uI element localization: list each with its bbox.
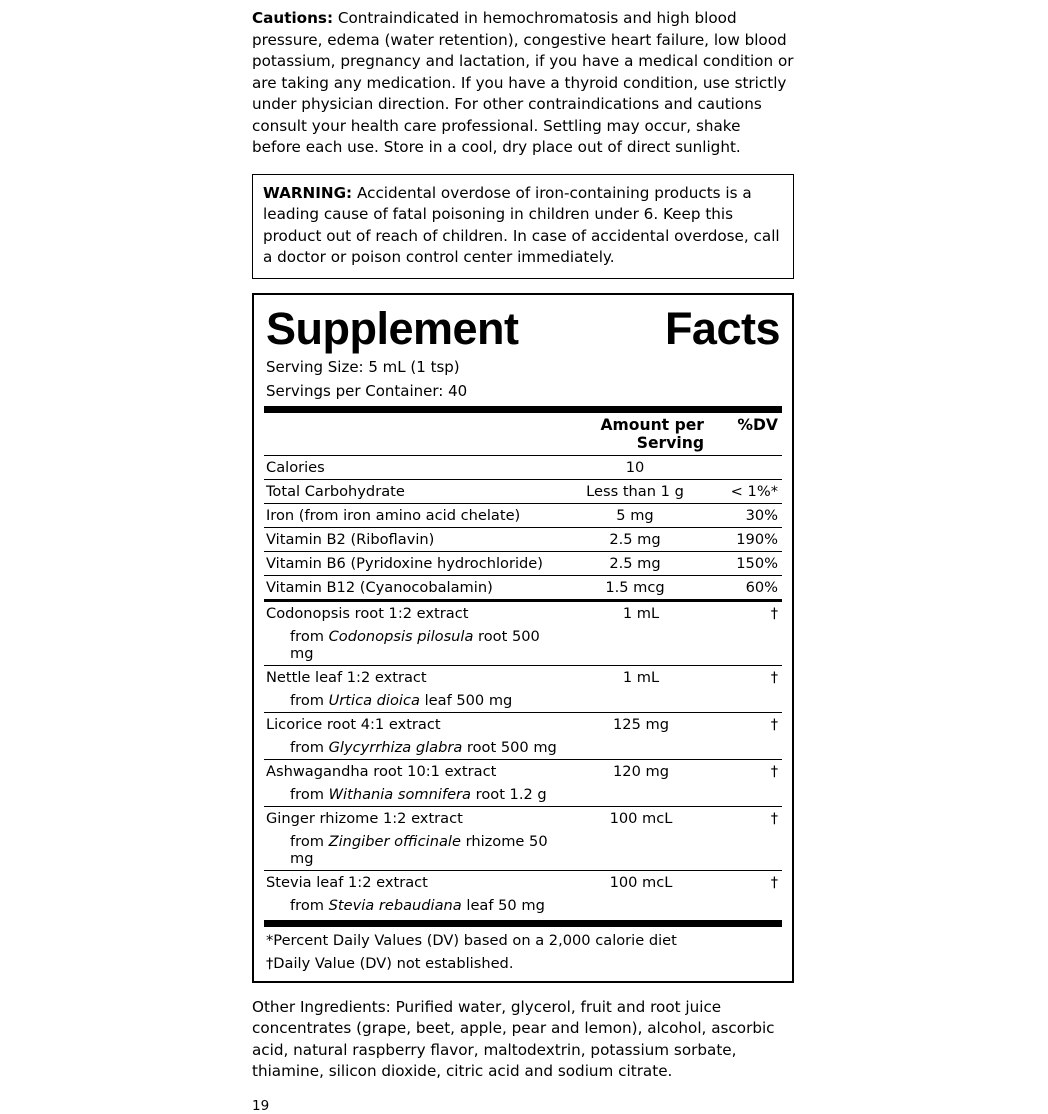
herb-name: Licorice root 4:1 extract bbox=[266, 715, 441, 733]
herb-amount: 1 mL bbox=[622, 604, 660, 622]
cautions-paragraph bbox=[252, 8, 794, 159]
herb-source-suffix: leaf 50 mg bbox=[461, 896, 545, 914]
warning-box bbox=[252, 174, 794, 279]
other-ingredients: Other Ingredients: Purified water, glycerol, fruit and root juice concentrates (grape, beet, apple, pear and lemon), alcohol, ascorbic acid, natural raspberry flavor, maltodextrin, potassium sorbate, thiamine, silicon dioxide, citric acid and sodium citrate. bbox=[252, 997, 775, 1081]
herb-dv: † bbox=[770, 762, 778, 780]
herb-dv: † bbox=[770, 873, 778, 891]
nutrient-dv: 30% bbox=[716, 503, 782, 527]
nutrient-name: Vitamin B2 (Riboflavin) bbox=[264, 527, 554, 551]
herbal-ingredients-table bbox=[264, 602, 782, 917]
herb-source-suffix: leaf 500 mg bbox=[419, 691, 513, 709]
herb-source bbox=[264, 894, 566, 917]
herb-subamount bbox=[566, 689, 716, 713]
nutrient-dv: 190% bbox=[716, 527, 782, 551]
table-subrow bbox=[264, 736, 782, 760]
cautions-label: Cautions: bbox=[252, 9, 334, 27]
herb-subamount bbox=[566, 894, 716, 917]
nutrient-name: Calories bbox=[264, 455, 554, 479]
herb-subdv bbox=[716, 894, 782, 917]
herb-source-prefix: from bbox=[290, 627, 329, 645]
herb-source-prefix: from bbox=[290, 832, 329, 850]
herb-source-latin: Stevia rebaudiana bbox=[328, 896, 462, 914]
herb-source bbox=[264, 736, 566, 760]
herb-amount: 100 mcL bbox=[609, 809, 673, 827]
nutrient-amount: 5 mg bbox=[554, 503, 716, 527]
herb-source-latin: Codonopsis pilosula bbox=[328, 627, 474, 645]
warning-text: Accidental overdose of iron-containing products is a leading cause of fatal poisoning in children under 6. Keep this product out of reach of children. In case of accidental overdose, call a doctor or poison control center immediately. bbox=[263, 183, 780, 267]
herb-subamount bbox=[566, 736, 716, 760]
table-subrow bbox=[264, 830, 782, 871]
herb-dv: † bbox=[770, 668, 778, 686]
nutrient-name: Total Carbohydrate bbox=[264, 479, 554, 503]
table-row bbox=[264, 527, 782, 551]
herb-name: Stevia leaf 1:2 extract bbox=[266, 873, 428, 891]
herb-source-prefix: from bbox=[290, 896, 329, 914]
table-subrow bbox=[264, 625, 782, 666]
herb-dv: † bbox=[770, 809, 778, 827]
herb-dv: † bbox=[770, 715, 778, 733]
herb-source-prefix: from bbox=[290, 691, 329, 709]
herb-subamount bbox=[566, 625, 716, 666]
table-header-row bbox=[264, 413, 782, 456]
table-row bbox=[264, 806, 782, 830]
supplement-facts-table bbox=[264, 413, 782, 599]
supplement-facts-panel bbox=[252, 293, 794, 983]
table-row bbox=[264, 455, 782, 479]
herb-subamount bbox=[566, 830, 716, 871]
cautions-text: Contraindicated in hemochromatosis and high blood pressure, edema (water retention), congestive heart failure, low blood potassium, pregnancy and lactation, if you have a medical condition or are taking any medication. If you have a thyroid condition, use strictly under physician direction. For other contraindications and cautions consult your health care professional. Settling may occur, shake before each use. Store in a cool, dry place out of direct sunlight. bbox=[252, 9, 794, 156]
table-subrow bbox=[264, 689, 782, 713]
herb-subdv bbox=[716, 689, 782, 713]
herb-source bbox=[264, 625, 566, 666]
warning-label: WARNING: bbox=[263, 183, 353, 202]
nutrient-dv: < 1%* bbox=[716, 479, 782, 503]
herb-source-latin: Withania somnifera bbox=[328, 785, 472, 803]
herb-source-latin: Zingiber officinale bbox=[328, 832, 461, 850]
nutrient-name: Vitamin B12 (Cyanocobalamin) bbox=[266, 578, 493, 596]
table-row bbox=[264, 665, 782, 689]
herb-subdv bbox=[716, 830, 782, 871]
footnote-daily-values: *Percent Daily Values (DV) based on a 2,000 calorie diet bbox=[266, 931, 677, 949]
table-row bbox=[264, 602, 782, 625]
herb-name: Nettle leaf 1:2 extract bbox=[266, 668, 427, 686]
herb-source-suffix: root 500 mg bbox=[462, 738, 557, 756]
herb-subamount bbox=[566, 783, 716, 807]
herb-amount: 125 mg bbox=[613, 715, 669, 733]
nutrient-amount: 1.5 mcg bbox=[605, 578, 665, 596]
herb-subdv bbox=[716, 783, 782, 807]
herb-source bbox=[264, 783, 566, 807]
divider-thick-top bbox=[264, 406, 782, 413]
nutrient-amount: Less than 1 g bbox=[554, 479, 716, 503]
herb-name: Ginger rhizome 1:2 extract bbox=[266, 809, 463, 827]
herb-source-latin: Urtica dioica bbox=[328, 691, 420, 709]
serving-size: Serving Size: 5 mL (1 tsp) bbox=[266, 357, 460, 376]
table-row bbox=[264, 503, 782, 527]
nutrient-dv bbox=[716, 455, 782, 479]
herb-dv: † bbox=[770, 604, 778, 622]
table-row bbox=[264, 870, 782, 894]
nutrient-amount: 10 bbox=[554, 455, 716, 479]
header-percent-dv: %DV bbox=[716, 413, 782, 456]
table-row bbox=[264, 479, 782, 503]
herb-amount: 120 mg bbox=[613, 762, 669, 780]
title-facts: Facts bbox=[664, 302, 780, 354]
herb-subdv bbox=[716, 625, 782, 666]
header-amount-per-serving: Amount per Serving bbox=[554, 413, 716, 456]
nutrient-name: Iron (from iron amino acid chelate) bbox=[264, 503, 554, 527]
divider-thick-bottom bbox=[264, 920, 782, 927]
footnote-dagger: †Daily Value (DV) not established. bbox=[266, 954, 514, 972]
page-number: 19 bbox=[252, 1097, 270, 1114]
herb-subdv bbox=[716, 736, 782, 760]
table-row bbox=[264, 551, 782, 575]
herb-source bbox=[264, 689, 566, 713]
nutrient-dv: 60% bbox=[745, 578, 778, 596]
herb-source-prefix: from bbox=[290, 785, 329, 803]
header-blank bbox=[264, 413, 554, 456]
herb-name: Ashwagandha root 10:1 extract bbox=[266, 762, 497, 780]
herb-source-latin: Glycyrrhiza glabra bbox=[328, 738, 463, 756]
herb-source-suffix: root 500 mg bbox=[290, 627, 540, 662]
nutrient-dv: 150% bbox=[716, 551, 782, 575]
table-row bbox=[264, 759, 782, 783]
label-page bbox=[252, 0, 794, 1114]
servings-per-container: Servings per Container: 40 bbox=[266, 381, 468, 400]
supplement-facts-title bbox=[264, 301, 782, 355]
herb-source-prefix: from bbox=[290, 738, 329, 756]
nutrient-amount: 2.5 mg bbox=[554, 551, 716, 575]
nutrient-name: Vitamin B6 (Pyridoxine hydrochloride) bbox=[264, 551, 554, 575]
table-subrow bbox=[264, 894, 782, 917]
table-row bbox=[264, 575, 782, 599]
herb-source bbox=[264, 830, 566, 871]
table-row bbox=[264, 712, 782, 736]
herb-name: Codonopsis root 1:2 extract bbox=[266, 604, 469, 622]
herb-source-suffix: rhizome 50 mg bbox=[290, 832, 548, 867]
nutrient-amount: 2.5 mg bbox=[554, 527, 716, 551]
herb-source-suffix: root 1.2 g bbox=[471, 785, 547, 803]
herb-amount: 1 mL bbox=[622, 668, 660, 686]
table-subrow bbox=[264, 783, 782, 807]
herb-amount: 100 mcL bbox=[609, 873, 673, 891]
title-supplement: Supplement bbox=[266, 302, 519, 354]
